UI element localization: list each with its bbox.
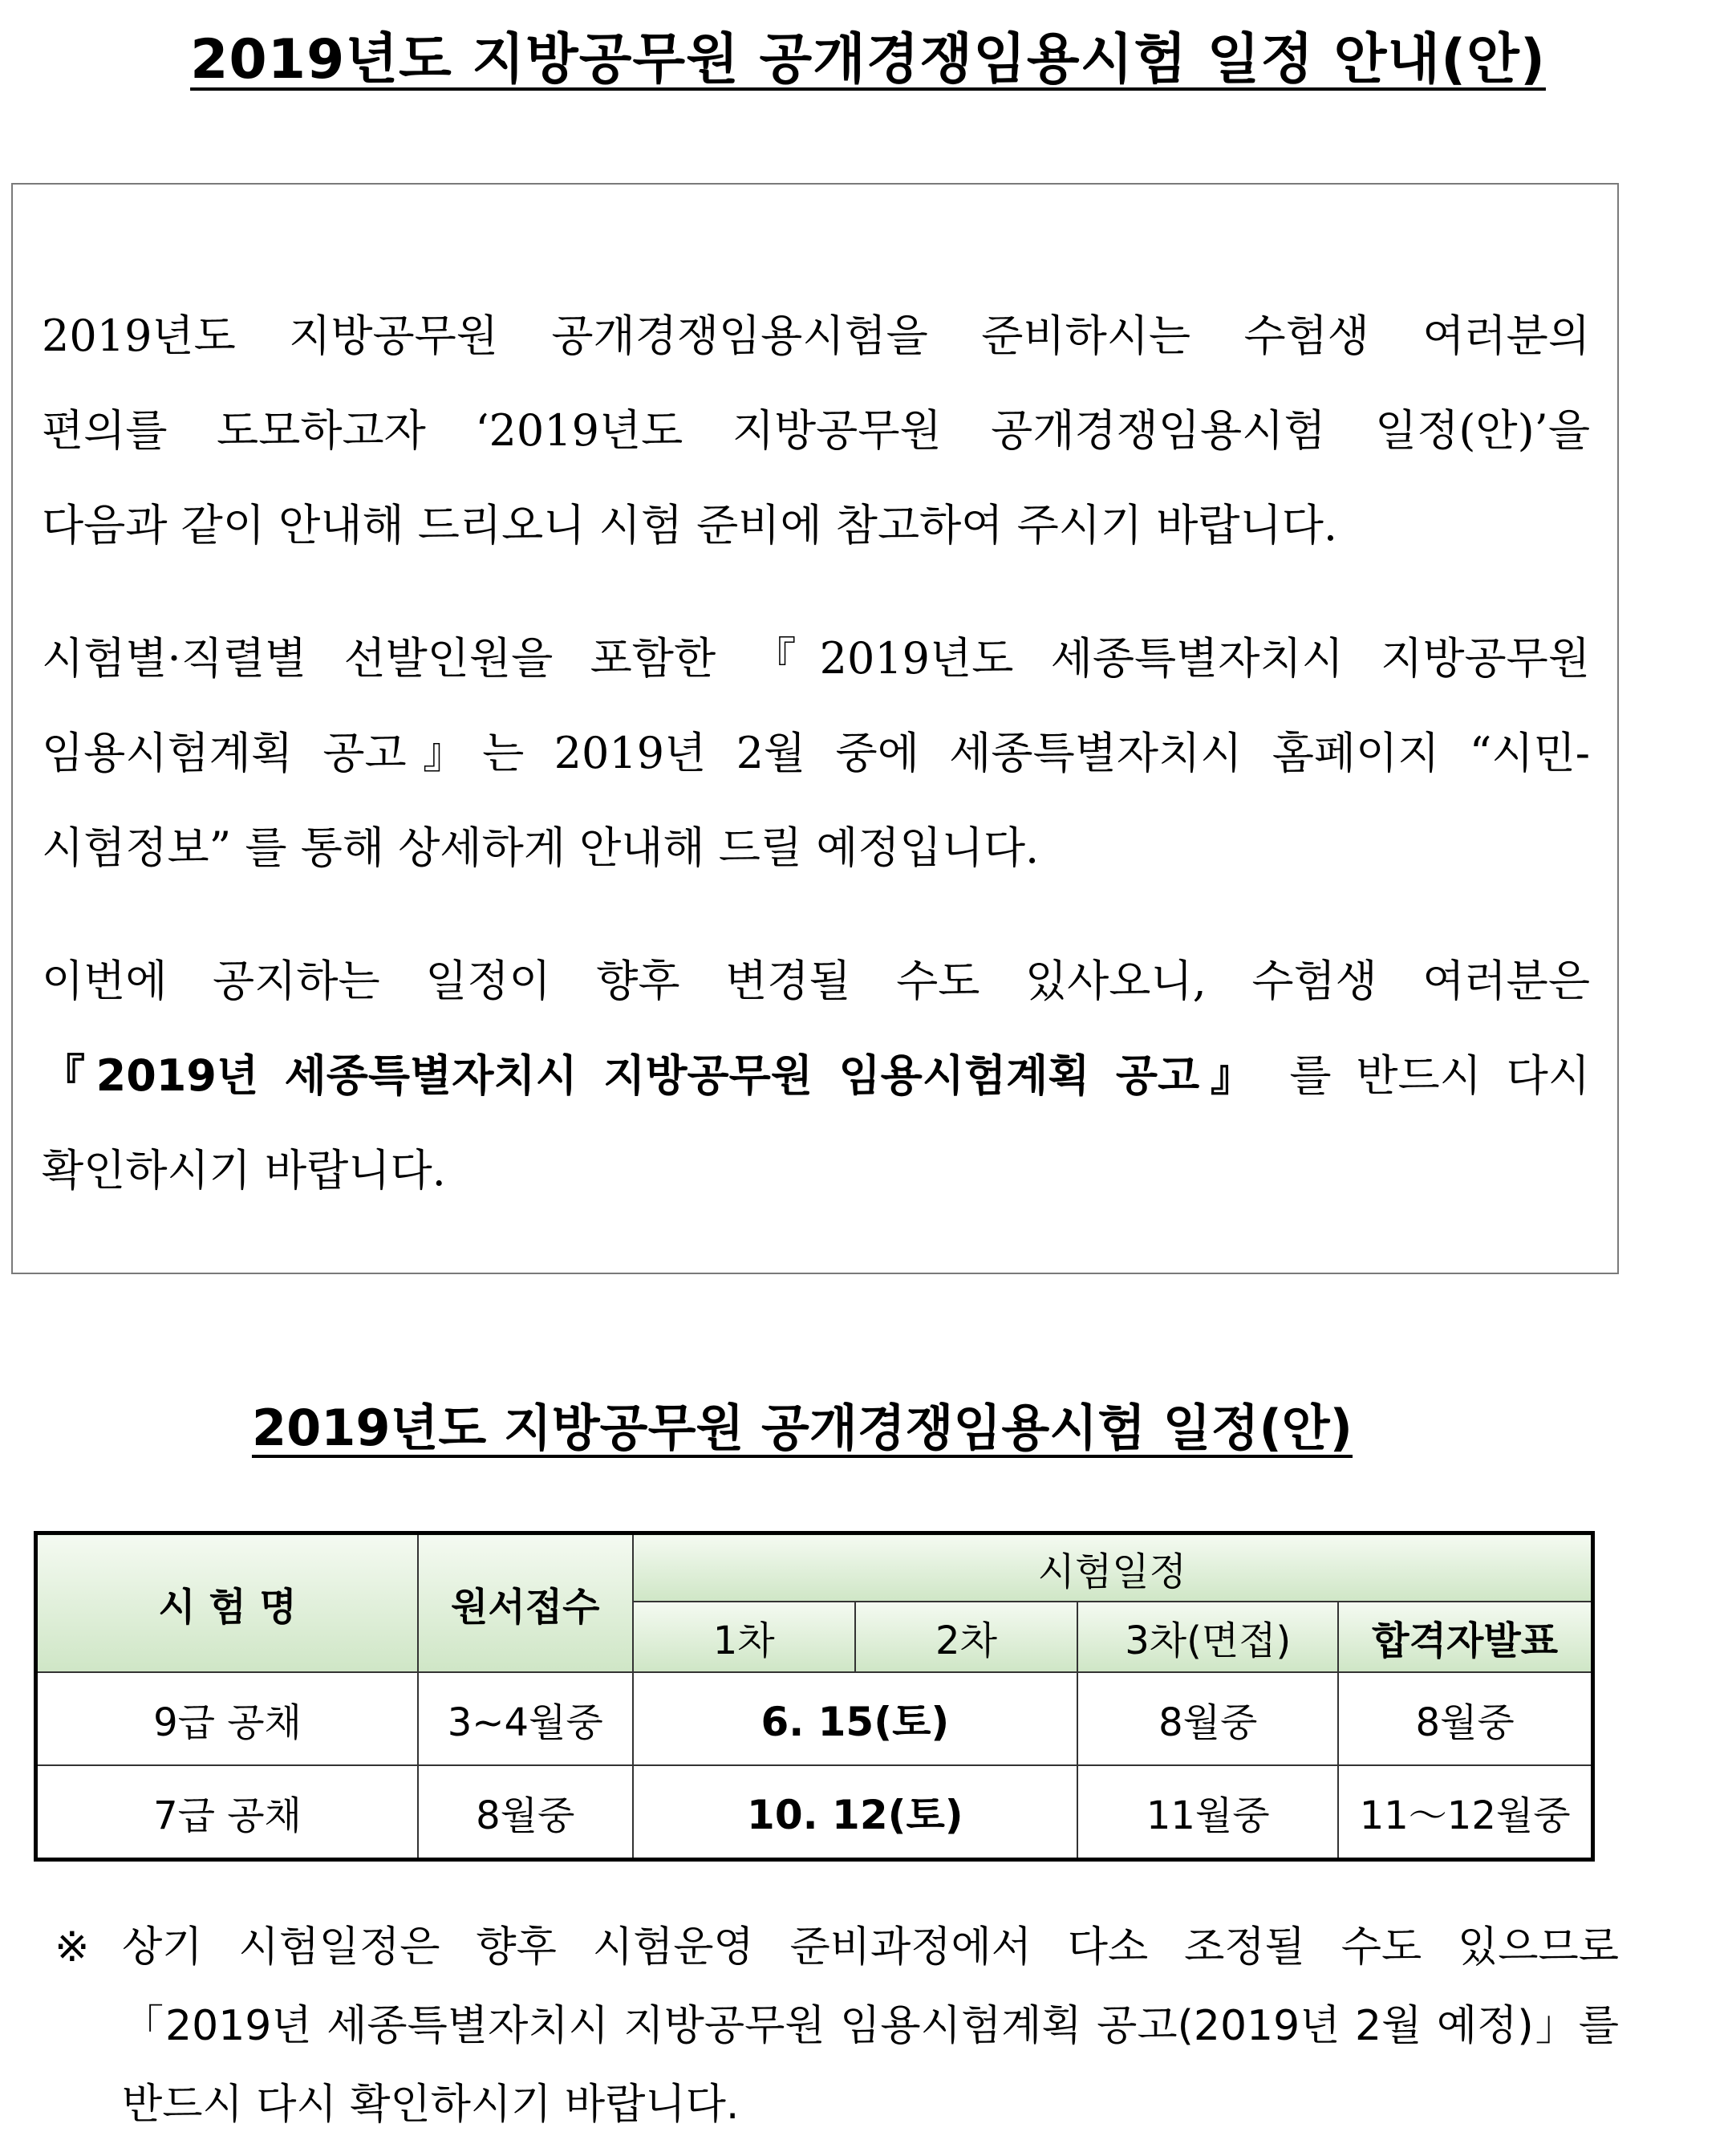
header-round-2: 2차 xyxy=(855,1602,1077,1672)
notice-line: 이번에 공지하는 일정이 향후 변경될 수도 있사오니, 수험생 여러분은 xyxy=(42,956,1590,1006)
footnote-line: 반드시 다시 확인하시기 바랍니다. xyxy=(122,2081,740,2129)
notice-line: 시험정보” 를 통해 상세하게 안내해 드릴 예정입니다. xyxy=(42,822,1040,873)
notice-line xyxy=(42,1029,1590,1123)
schedule-table xyxy=(34,1531,1595,1862)
footnote-line: 상기 시험일정은 향후 시험운영 준비과정에서 다소 조정될 수도 있으므로 xyxy=(122,1923,1619,1971)
header-application: 원서접수 xyxy=(418,1533,632,1673)
cell-application: 8월중 xyxy=(418,1765,632,1860)
cell-interview: 11월중 xyxy=(1077,1765,1338,1860)
table-row xyxy=(36,1765,1593,1860)
notice-line: 다음과 같이 안내해 드리오니 시험 준비에 참고하여 주시기 바랍니다. xyxy=(42,500,1338,550)
notice-body xyxy=(42,289,1590,1257)
cell-application: 3~4월중 xyxy=(418,1672,632,1765)
notice-line-rest: 를 반드시 다시 xyxy=(1289,1050,1590,1101)
notice-line: 확인하시기 바랍니다. xyxy=(42,1145,446,1196)
notice-line: 2019년도 지방공무원 공개경쟁임용시험을 준비하시는 수험생 여러분의 xyxy=(42,311,1590,361)
header-announcement: 합격자발표 xyxy=(1338,1602,1592,1672)
announcement-reference: 『2019년 세종특별자치시 지방공무원 임용시험계획 공고』 xyxy=(42,1050,1265,1101)
cell-exam: 7급 공채 xyxy=(36,1765,419,1860)
header-schedule: 시험일정 xyxy=(633,1533,1593,1602)
cell-exam-date: 6. 15(토) xyxy=(633,1672,1078,1765)
notice-paragraph-1 xyxy=(42,289,1590,573)
notice-box xyxy=(11,183,1619,1274)
header-round-3: 3차(면접) xyxy=(1077,1602,1338,1672)
notice-line: 편의를 도모하고자 ‘2019년도 지방공무원 공개경쟁임용시험 일정(안)’을 xyxy=(42,405,1590,456)
header-exam-name: 시 험 명 xyxy=(36,1533,419,1673)
footnote xyxy=(55,1908,1619,2144)
cell-announcement: 11～12월중 xyxy=(1338,1765,1592,1860)
schedule-title: 2019년도 지방공무원 공개경쟁임용시험 일정(안) xyxy=(251,1399,1353,1457)
page-title: 2019년도 지방공무원 공개경쟁임용시험 일정 안내(안) xyxy=(190,28,1546,91)
footnote-text xyxy=(122,1908,1619,2144)
cell-interview: 8월중 xyxy=(1077,1672,1338,1765)
reference-mark: ※ xyxy=(55,1923,90,1971)
notice-line: 시험별·직렬별 선발인원을 포함한 『2019년도 세종특별자치시 지방공무원 xyxy=(42,633,1590,684)
footnote-line: 「2019년 세종특별자치시 지방공무원 임용시험계획 공고(2019년 2월 예정)」를 xyxy=(122,2002,1619,2050)
cell-exam: 9급 공채 xyxy=(36,1672,419,1765)
cell-exam-date: 10. 12(토) xyxy=(633,1765,1078,1860)
notice-line: 임용시험계획 공고』는 2019년 2월 중에 세종특별자치시 홈페이지 “시민- xyxy=(42,728,1590,778)
notice-paragraph-3 xyxy=(42,934,1590,1218)
notice-paragraph-2 xyxy=(42,611,1590,895)
table-row xyxy=(36,1672,1593,1765)
cell-announcement: 8월중 xyxy=(1338,1672,1592,1765)
header-round-1: 1차 xyxy=(633,1602,855,1672)
